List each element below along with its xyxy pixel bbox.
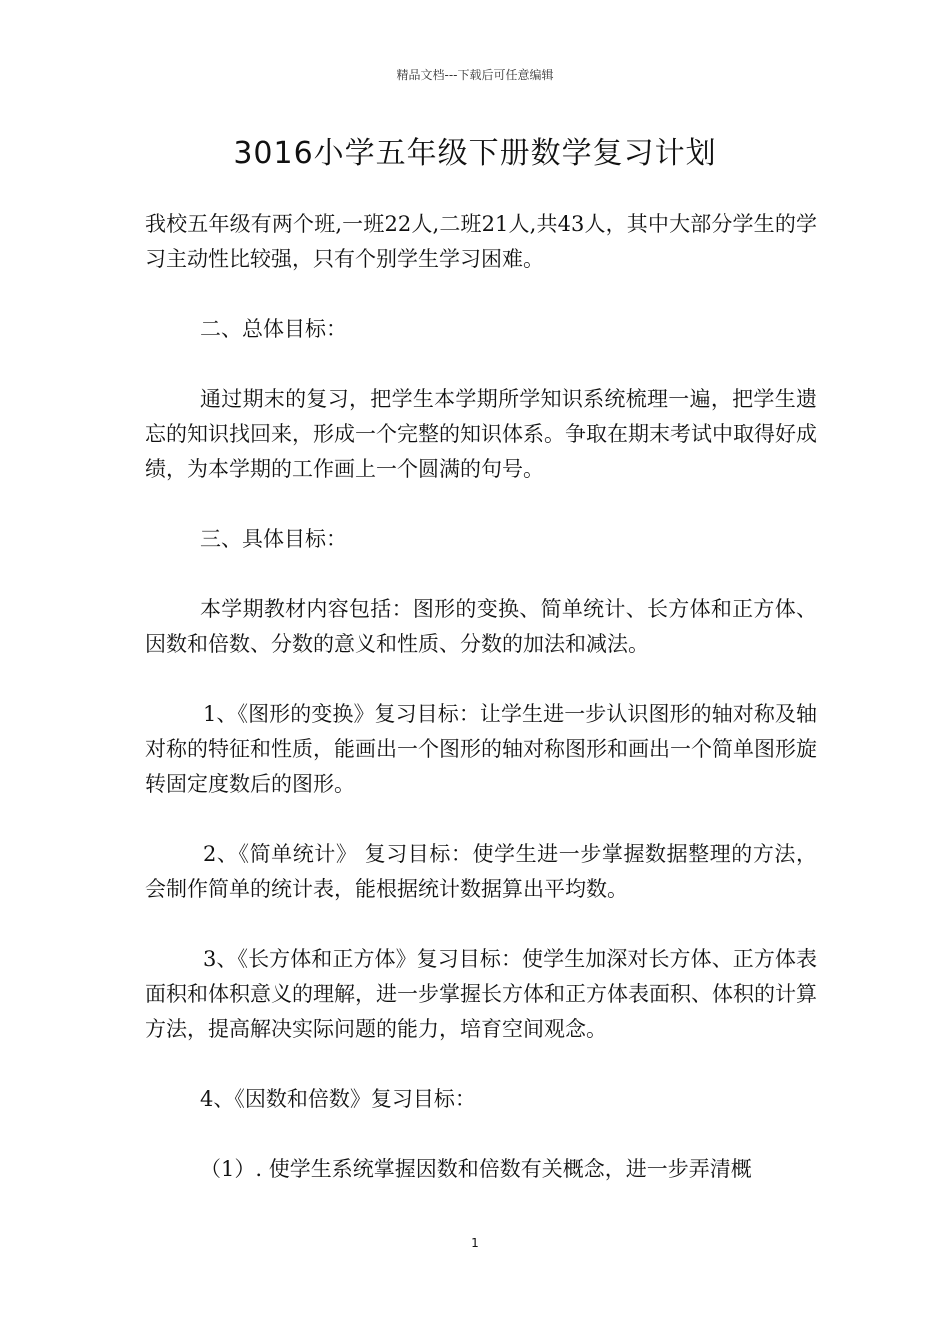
document-title: 3016小学五年级下册数学复习计划: [233, 136, 717, 171]
paragraph-goal-1: 1、《图形的变换》复习目标：让学生进一步认识图形的轴对称及轴对称的特征和性质，能画出一个图形的轴对称图形和画出一个简单图形旋转固定度数后的图形。: [145, 702, 817, 796]
paragraph-overall-goals: 通过期末的复习，把学生本学期所学知识系统梳理一遍，把学生遗忘的知识找回来，形成一个完整的知识体系。争取在期末考试中取得好成绩，为本学期的工作画上一个圆满的句号。: [145, 387, 817, 481]
paragraph-goal-2: 2、《简单统计》 复习目标：使学生进一步掌握数据整理的方法，会制作简单的统计表，能根据统计数据算出平均数。: [145, 842, 817, 901]
paragraph-goal-3: 3、《长方体和正方体》复习目标：使学生加深对长方体、正方体表面积和体积意义的理解，进一步掌握长方体和正方体表面积、体积的计算方法，提高解决实际问题的能力，培育空间观念。: [145, 947, 817, 1041]
paragraph-goal-4-item-1: （1）. 使学生系统掌握因数和倍数有关概念，进一步弄清概: [200, 1157, 752, 1181]
section-heading-overall-goals: 二、总体目标：: [200, 317, 347, 341]
page-number: 1: [471, 1236, 479, 1250]
section-heading-specific-goals: 三、具体目标：: [200, 527, 347, 551]
page-header: 精品文档---下载后可任意编辑: [396, 68, 554, 82]
document-body: [145, 207, 817, 1222]
paragraph-goal-4: 4、《因数和倍数》复习目标：: [200, 1087, 476, 1111]
paragraph-intro: 我校五年级有两个班,一班22人,二班21人,共43人，其中大部分学生的学习主动性比较强，只有个别学生学习困难。: [145, 212, 817, 271]
paragraph-textbook-content: 本学期教材内容包括：图形的变换、简单统计、长方体和正方体、因数和倍数、分数的意义和性质、分数的加法和减法。: [145, 597, 817, 656]
